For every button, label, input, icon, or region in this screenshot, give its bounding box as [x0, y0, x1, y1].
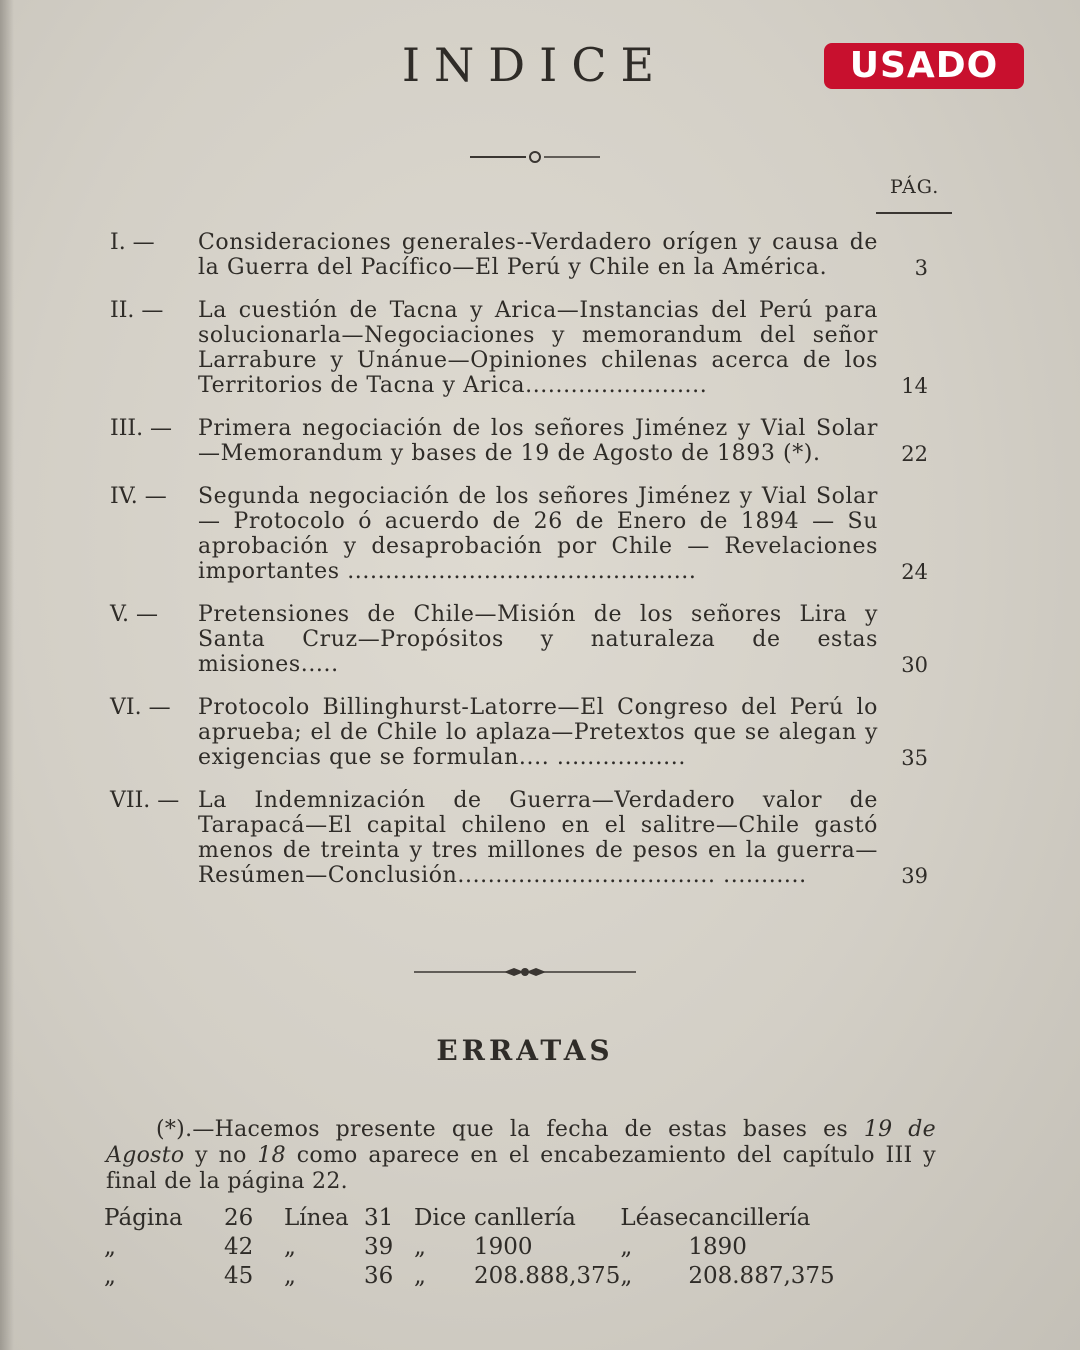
errata-page-num: 26 — [224, 1204, 254, 1231]
toc-page: 30 — [901, 653, 928, 677]
toc-text: Protocolo Billinghurst-Latorre—El Congreso del Perú lo aprueba; el de Chile lo aplaza—Pretextos que se alegan y exigencias que se formulan.... ................. — [198, 695, 878, 770]
erratas-note — [106, 1117, 936, 1195]
toc-page: 22 — [901, 442, 928, 466]
errata-line-label: Línea — [284, 1204, 349, 1231]
errata-page-num: 45 — [224, 1262, 254, 1289]
errata-page-label: Página — [104, 1204, 183, 1231]
page-column-rule — [876, 212, 952, 214]
errata-line-num: 39 — [364, 1233, 394, 1260]
errata-line-num: 31 — [364, 1204, 394, 1231]
toc-entry — [110, 298, 950, 398]
toc-page: 24 — [901, 560, 928, 584]
note-text: como aparece en el encabezamiento del capítulo III y final de la página 22. — [106, 1143, 936, 1194]
table-of-contents — [110, 230, 950, 906]
toc-entry — [110, 230, 950, 280]
toc-page: 14 — [901, 374, 928, 398]
note-text: (*).—Hacemos presente que la fecha de estas bases es — [156, 1117, 864, 1142]
toc-number: IV. — — [110, 484, 167, 509]
errata-table — [104, 1203, 944, 1290]
toc-number: III. — — [110, 416, 173, 441]
toc-text: Segunda negociación de los señores Jiménez y Vial Solar — Protocolo ó acuerdo de 26 de Enero de 1894 — Su aprobación y desaprobación por Chile — Revelaciones importantes .............................................. — [198, 484, 878, 584]
errata-row — [104, 1261, 944, 1290]
toc-entry — [110, 602, 950, 677]
toc-entry — [110, 484, 950, 584]
errata-says-value: 1900 — [474, 1233, 533, 1260]
errata-says-label: „ — [414, 1233, 426, 1260]
toc-text: La cuestión de Tacna y Arica—Instancias del Perú para solucionarla—Negociaciones y memorandum del señor Larrabure y Unánue—Opiniones chilenas acerca de los Territorios de Tacna y Arica........................ — [198, 298, 878, 398]
errata-read-value: 208.887,375 — [688, 1262, 835, 1289]
toc-entry — [110, 416, 950, 466]
index-title: INDICE — [401, 38, 669, 92]
errata-page-label: „ — [104, 1262, 116, 1289]
toc-text: Primera negociación de los señores Jiménez y Vial Solar—Memorandum y bases de 19 de Agosto de 1893 (*). — [198, 416, 878, 466]
toc-number: VII. — — [110, 788, 180, 813]
top-ornament-icon — [470, 150, 600, 164]
toc-text: La Indemnización de Guerra—Verdadero valor de Tarapacá—El capital chileno en el salitre—Chile gastó menos de treinta y tres millones de pesos en la guerra—Resúmen—Conclusión.................................. ........... — [198, 788, 878, 888]
note-text: y no — [184, 1143, 258, 1168]
errata-row — [104, 1203, 944, 1232]
errata-line-num: 36 — [364, 1262, 394, 1289]
errata-read-value: cancillería — [688, 1204, 811, 1231]
used-badge: USADO — [824, 43, 1024, 89]
note-italic: 18 — [257, 1143, 286, 1168]
toc-entry — [110, 695, 950, 770]
toc-text: Consideraciones generales--Verdadero orígen y causa de la Guerra del Pacífico—El Perú y Chile en la América. — [198, 230, 878, 280]
page-edge-shadow — [0, 0, 14, 1350]
note-italic: 19 de Agosto — [106, 1117, 936, 1168]
toc-page: 39 — [901, 864, 928, 888]
errata-row — [104, 1232, 944, 1261]
toc-number: VI. — — [110, 695, 171, 720]
toc-number: V. — — [110, 602, 159, 627]
errata-says-label: Dice — [414, 1204, 467, 1231]
erratas-title: ERRATAS — [436, 1034, 614, 1067]
toc-entry — [110, 788, 950, 888]
toc-page: 3 — [914, 256, 928, 280]
toc-number: I. — — [110, 230, 155, 255]
errata-line-label: „ — [284, 1262, 296, 1289]
errata-read-label: Léase — [620, 1204, 689, 1231]
toc-text: Pretensiones de Chile—Misión de los señores Lira y Santa Cruz—Propósitos y naturaleza de estas misiones..... — [198, 602, 878, 677]
errata-line-label: „ — [284, 1233, 296, 1260]
toc-number: II. — — [110, 298, 164, 323]
errata-read-label: „ — [620, 1233, 633, 1260]
errata-page-num: 42 — [224, 1233, 254, 1260]
errata-says-label: „ — [414, 1262, 426, 1289]
errata-read-label: „ — [620, 1262, 633, 1289]
errata-says-value: canllería — [474, 1204, 576, 1231]
errata-page-label: „ — [104, 1233, 116, 1260]
errata-says-value: 208.888,375 — [474, 1262, 621, 1289]
page-column-label: PÁG. — [890, 176, 940, 198]
toc-page: 35 — [901, 746, 928, 770]
errata-read-value: 1890 — [688, 1233, 747, 1260]
section-divider-icon — [414, 964, 636, 980]
